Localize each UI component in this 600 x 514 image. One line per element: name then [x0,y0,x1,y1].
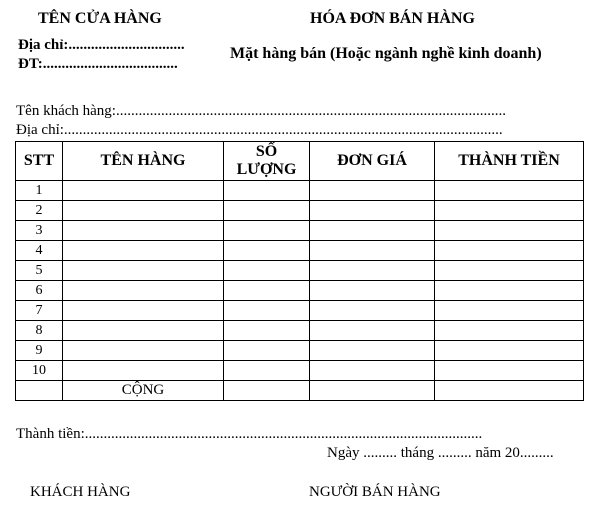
quantity-header-line1: SỐ [255,143,278,160]
row-price-cell [310,341,435,361]
table-row [16,281,584,301]
row-product-cell [63,181,224,201]
store-address-line: Địa chỉ:............................... [18,37,185,53]
col-header-product: TÊN HÀNG [63,142,224,181]
date-line: Ngày ......... tháng ......... năm 20......... [327,445,554,461]
row-quantity-cell [224,261,310,281]
row-stt-cell: 7 [16,301,63,321]
row-amount-cell [435,361,584,381]
row-product-cell [63,281,224,301]
row-amount-cell [435,221,584,241]
row-quantity-cell [224,241,310,261]
row-amount-cell [435,261,584,281]
store-name: TÊN CỬA HÀNG [38,10,162,27]
row-stt-cell: 6 [16,281,63,301]
row-price-cell [310,261,435,281]
row-quantity-cell [224,181,310,201]
col-header-stt: STT [16,142,63,181]
row-product-cell [63,261,224,281]
col-header-quantity [224,142,310,181]
goods-line: Mặt hàng bán (Hoặc ngành nghề kinh doanh) [230,45,542,62]
customer-name-line: Tên khách hàng:........................................................................................................ [16,103,506,119]
row-quantity-cell [224,361,310,381]
row-quantity-cell [224,281,310,301]
row-price-cell [310,241,435,261]
quantity-header-line2: LƯỢNG [236,161,297,178]
row-stt-cell: 8 [16,321,63,341]
amount-line: Thành tiền:.......................................................................................................... [16,426,483,442]
row-price-cell [310,181,435,201]
buyer-signature-label: KHÁCH HÀNG [30,484,131,500]
col-header-amount: THÀNH TIỀN [435,142,584,181]
row-stt-cell: 10 [16,361,63,381]
total-label: CỘNG [63,381,224,401]
col-header-unit-price: ĐƠN GIÁ [310,142,435,181]
invoice-title: HÓA ĐƠN BÁN HÀNG [310,10,475,27]
row-product-cell [63,361,224,381]
row-quantity-cell [224,341,310,361]
row-amount-cell [435,301,584,321]
row-amount-cell [435,321,584,341]
table-row [16,341,584,361]
table-header-row [16,142,584,181]
row-stt-cell: 9 [16,341,63,361]
table-row [16,201,584,221]
row-stt-cell: 1 [16,181,63,201]
total-row [16,381,584,401]
total-quantity-cell [224,381,310,401]
customer-address-line: Địa chỉ:..................................................................................................................... [16,122,503,138]
row-quantity-cell [224,301,310,321]
table-row [16,361,584,381]
row-amount-cell [435,341,584,361]
table-row [16,221,584,241]
row-product-cell [63,201,224,221]
row-quantity-cell [224,201,310,221]
table-row [16,261,584,281]
seller-signature-label: NGƯỜI BÁN HÀNG [309,484,441,500]
row-product-cell [63,221,224,241]
row-price-cell [310,221,435,241]
table-row [16,321,584,341]
row-product-cell [63,241,224,261]
row-amount-cell [435,281,584,301]
items-table [15,141,584,401]
row-stt-cell: 4 [16,241,63,261]
row-price-cell [310,321,435,341]
row-price-cell [310,281,435,301]
table-row [16,241,584,261]
row-product-cell [63,301,224,321]
total-stt-cell [16,381,63,401]
total-amount-cell [435,381,584,401]
row-amount-cell [435,241,584,261]
row-price-cell [310,361,435,381]
row-amount-cell [435,181,584,201]
row-amount-cell [435,201,584,221]
total-price-cell [310,381,435,401]
store-phone-line: ĐT:.................................... [18,56,178,72]
row-price-cell [310,301,435,321]
row-price-cell [310,201,435,221]
row-stt-cell: 3 [16,221,63,241]
row-product-cell [63,341,224,361]
row-stt-cell: 5 [16,261,63,281]
row-quantity-cell [224,321,310,341]
table-row [16,301,584,321]
row-stt-cell: 2 [16,201,63,221]
row-product-cell [63,321,224,341]
row-quantity-cell [224,221,310,241]
table-row [16,181,584,201]
